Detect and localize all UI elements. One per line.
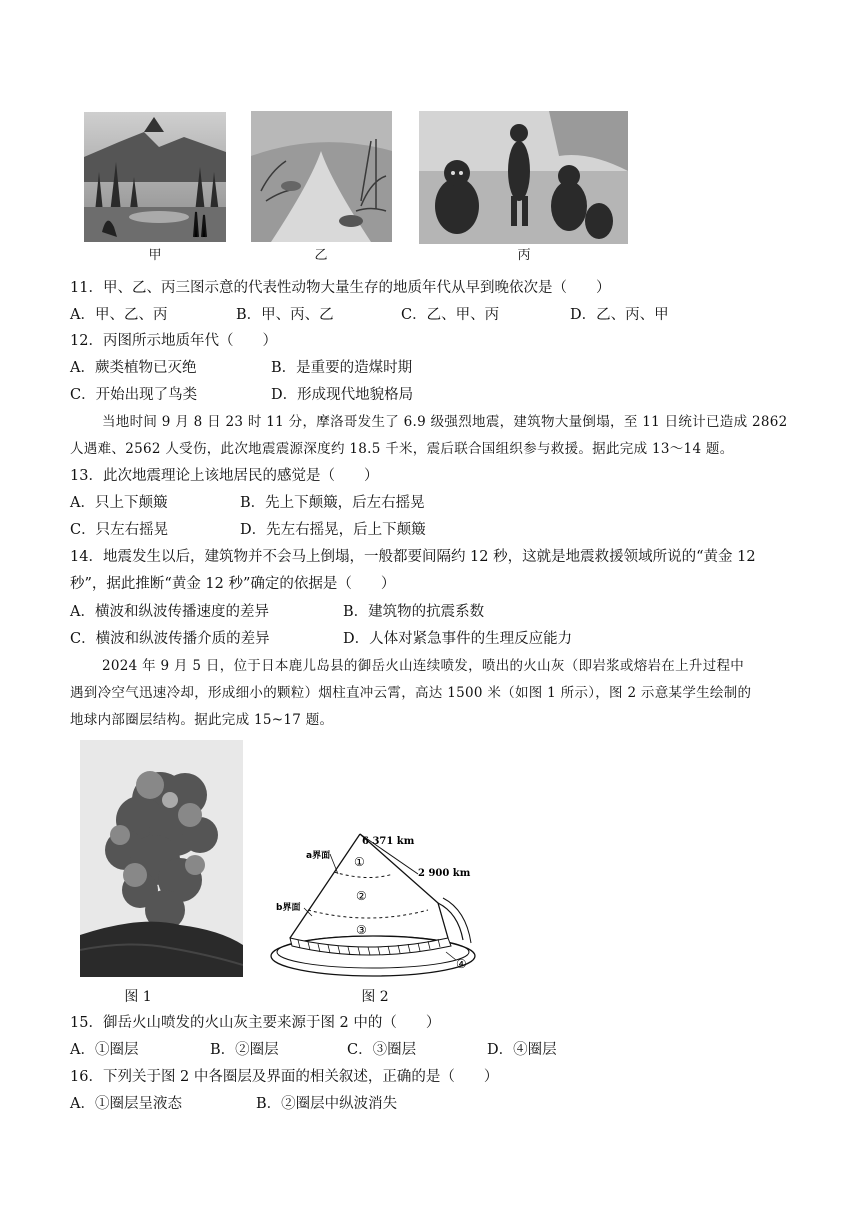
passage-2-line-2: 遇到冷空气迅速冷却，形成细小的颗粒）烟柱直冲云霄，高达 1500 米（如图 1 所示），图 2 示意某学生绘制的 xyxy=(70,685,752,701)
caption-bing: 丙 xyxy=(517,248,531,263)
caption-jia: 甲 xyxy=(148,248,162,263)
fig2-label-a-boundary: a界面 xyxy=(306,851,331,861)
figure-1-caption: 图 1 xyxy=(124,989,152,1005)
question-14-option-d[interactable]: D．人体对紧急事件的生理反应能力 xyxy=(343,631,573,647)
fig2-layer-4-marker: ④ xyxy=(456,957,467,971)
question-13-option-c[interactable]: C．只左右摇晃 xyxy=(70,522,169,538)
question-14-option-a[interactable]: A．横波和纵波传播速度的差异 xyxy=(70,604,269,620)
question-14-option-c[interactable]: C．横波和纵波传播介质的差异 xyxy=(70,631,270,647)
passage-2-line-1: 2024 年 9 月 5 日，位于日本鹿儿岛县的御岳火山连续喷发，喷出的火山灰（即岩浆或熔岩在上升过程中 xyxy=(102,658,745,674)
passage-2-line-3: 地球内部圈层结构。据此完成 15~17 题。 xyxy=(70,712,334,728)
fig2-label-depth: 2 900 km xyxy=(418,868,471,879)
question-12-option-a[interactable]: A．蕨类植物已灭绝 xyxy=(70,360,197,376)
question-15-option-d[interactable]: D．④圈层 xyxy=(487,1042,557,1058)
question-15-option-c[interactable]: C．③圈层 xyxy=(347,1042,417,1058)
question-14-option-b[interactable]: B．建筑物的抗震系数 xyxy=(343,604,485,620)
question-15-option-b[interactable]: B．②圈层 xyxy=(210,1042,279,1058)
fig2-layer-2-marker: ② xyxy=(356,889,367,903)
caption-yi: 乙 xyxy=(314,248,328,263)
question-13-stem: 13．此次地震理论上该地居民的感觉是（ ） xyxy=(70,468,379,484)
fig2-layer-3-marker: ③ xyxy=(356,923,367,937)
question-15-option-a[interactable]: A．①圈层 xyxy=(70,1042,139,1058)
fig2-layer-1-marker: ① xyxy=(354,855,365,869)
question-14-stem-line-1: 14．地震发生以后，建筑物并不会马上倒塌，一般都要间隔约 12 秒，这就是地震救援领域所说的“黄金 12 xyxy=(70,549,756,565)
question-12-stem: 12．丙图所示地质年代（ ） xyxy=(70,333,277,349)
fig2-label-top: 6 371 km xyxy=(362,836,415,847)
image-yi-fern-stream-scene xyxy=(251,111,392,242)
question-16-option-b[interactable]: B．②圈层中纵波消失 xyxy=(256,1096,398,1112)
figure-2-earth-interior-diagram xyxy=(268,828,478,980)
question-11-option-b[interactable]: B．甲、丙、乙 xyxy=(236,307,334,323)
question-12-option-b[interactable]: B．是重要的造煤时期 xyxy=(271,360,413,376)
question-16-option-a[interactable]: A．①圈层呈液态 xyxy=(70,1096,182,1112)
question-13-option-a[interactable]: A．只上下颠簸 xyxy=(70,495,168,511)
image-jia-dinosaur-scene xyxy=(84,112,226,242)
question-13-option-b[interactable]: B．先上下颠簸，后左右摇晃 xyxy=(240,495,425,511)
question-12-option-c[interactable]: C．开始出现了鸟类 xyxy=(70,387,198,403)
figure-1-volcano-ash-plume-photo xyxy=(80,740,243,977)
question-11-option-d[interactable]: D．乙、丙、甲 xyxy=(570,307,669,323)
question-14-stem-line-2: 秒”，据此推断“黄金 12 秒”确定的依据是（ ） xyxy=(70,576,396,592)
question-15-stem: 15．御岳火山喷发的火山灰主要来源于图 2 中的（ ） xyxy=(70,1015,441,1031)
question-13-option-d[interactable]: D．先左右摇晃，后上下颠簸 xyxy=(240,522,426,538)
question-16-stem: 16．下列关于图 2 中各圈层及界面的相关叙述，正确的是（ ） xyxy=(70,1069,499,1085)
fig2-label-b-boundary: b界面 xyxy=(276,903,301,913)
passage-1-line-2: 人遇难、2562 人受伤，此次地震震源深度约 18.5 千米，震后联合国组织参与救援。据此完成 13～14 题。 xyxy=(70,441,734,457)
question-11-option-c[interactable]: C．乙、甲、丙 xyxy=(401,307,500,323)
question-11-stem: 11．甲、乙、丙三图示意的代表性动物大量生存的地质年代从早到晚依次是（ ） xyxy=(70,280,611,296)
passage-1-line-1: 当地时间 9 月 8 日 23 时 11 分，摩洛哥发生了 6.9 级强烈地震，建筑物大量倒塌，至 11 日统计已造成 2862 xyxy=(102,414,788,430)
figure-2-caption: 图 2 xyxy=(361,989,389,1005)
image-bing-early-humans-scene xyxy=(419,111,628,244)
question-11-option-a[interactable]: A．甲、乙、丙 xyxy=(70,307,168,323)
question-12-option-d[interactable]: D．形成现代地貌格局 xyxy=(271,387,414,403)
